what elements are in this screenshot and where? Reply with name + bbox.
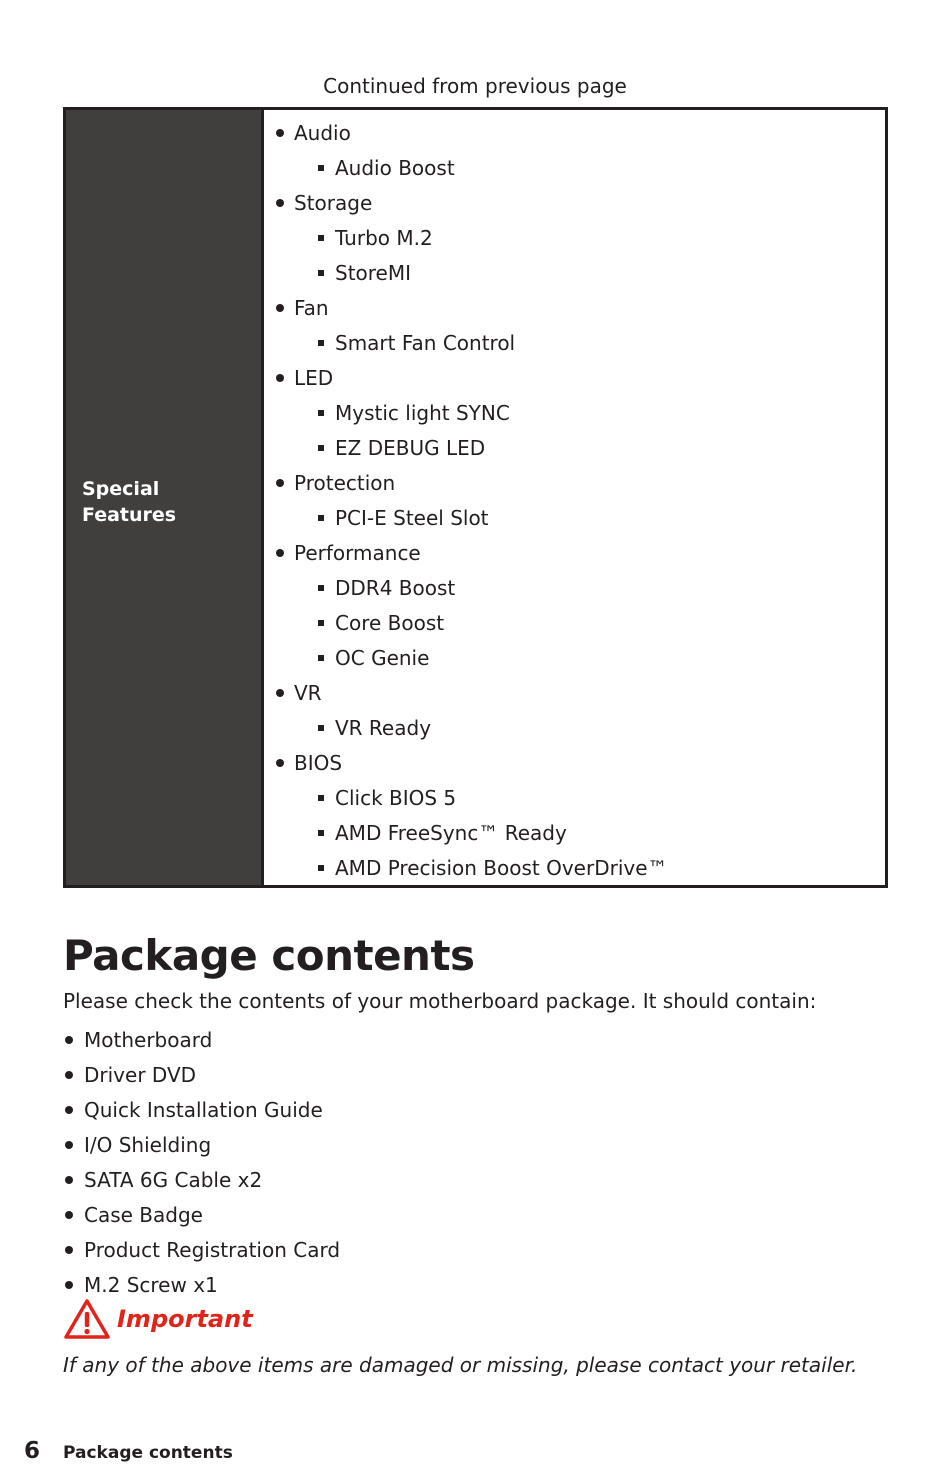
continued-note: Continued from previous page xyxy=(323,74,627,98)
package-item-text: Case Badge xyxy=(84,1203,203,1227)
bullet-square-icon xyxy=(318,165,324,171)
feature-text: Smart Fan Control xyxy=(335,331,516,355)
feature-category xyxy=(264,361,885,396)
page-number: 6 xyxy=(24,1438,41,1464)
feature-item xyxy=(264,221,885,256)
bullet-dot-icon xyxy=(65,1071,73,1079)
warning-triangle-icon xyxy=(63,1298,111,1340)
feature-text: VR xyxy=(294,681,322,705)
bullet-dot-icon xyxy=(276,374,284,382)
bullet-dot-icon xyxy=(276,759,284,767)
bullet-square-icon xyxy=(318,410,324,416)
feature-text: PCI-E Steel Slot xyxy=(335,506,489,530)
important-note: If any of the above items are damaged or missing, please contact your retailer. xyxy=(63,1353,858,1377)
feature-text: StoreMI xyxy=(335,261,412,285)
important-callout xyxy=(63,1298,253,1340)
feature-item xyxy=(264,641,885,676)
bullet-dot-icon xyxy=(276,129,284,137)
special-features-label-line2: Features xyxy=(82,503,177,526)
package-item xyxy=(63,1128,340,1163)
package-item-text: I/O Shielding xyxy=(84,1133,212,1157)
feature-text: Storage xyxy=(294,191,373,215)
feature-category xyxy=(264,536,885,571)
bullet-square-icon xyxy=(318,235,324,241)
feature-item xyxy=(264,711,885,746)
bullet-square-icon xyxy=(318,340,324,346)
feature-item xyxy=(264,606,885,641)
feature-category xyxy=(264,186,885,221)
package-item-text: M.2 Screw x1 xyxy=(84,1273,218,1297)
bullet-square-icon xyxy=(318,620,324,626)
bullet-dot-icon xyxy=(276,689,284,697)
feature-item xyxy=(264,151,885,186)
feature-text: Turbo M.2 xyxy=(335,226,433,250)
bullet-dot-icon xyxy=(65,1036,73,1044)
package-item xyxy=(63,1058,340,1093)
feature-list xyxy=(264,110,885,886)
section-intro: Please check the contents of your motherboard package. It should contain: xyxy=(63,989,817,1013)
bullet-dot-icon xyxy=(276,304,284,312)
package-item-text: Motherboard xyxy=(84,1028,213,1052)
special-features-label-line1: Special xyxy=(82,477,160,500)
feature-item xyxy=(264,816,885,851)
bullet-dot-icon xyxy=(276,479,284,487)
package-item-text: Driver DVD xyxy=(84,1063,197,1087)
feature-text: Protection xyxy=(294,471,396,495)
footer-section-title: Package contents xyxy=(63,1443,233,1463)
package-item xyxy=(63,1023,340,1058)
bullet-dot-icon xyxy=(65,1141,73,1149)
feature-text: AMD FreeSync™ Ready xyxy=(335,821,567,845)
bullet-square-icon xyxy=(318,725,324,731)
feature-text: BIOS xyxy=(294,751,343,775)
feature-item xyxy=(264,501,885,536)
bullet-dot-icon xyxy=(65,1246,73,1254)
bullet-dot-icon xyxy=(276,549,284,557)
package-item xyxy=(63,1233,340,1268)
feature-text: Audio Boost xyxy=(335,156,455,180)
feature-category xyxy=(264,116,885,151)
feature-item xyxy=(264,781,885,816)
feature-text: DDR4 Boost xyxy=(335,576,456,600)
feature-category xyxy=(264,466,885,501)
feature-text: LED xyxy=(294,366,334,390)
package-contents-list xyxy=(63,1023,340,1303)
package-item xyxy=(63,1198,340,1233)
feature-category xyxy=(264,746,885,781)
feature-text: Performance xyxy=(294,541,421,565)
special-features-label-cell xyxy=(66,110,261,885)
bullet-dot-icon xyxy=(65,1106,73,1114)
section-heading: Package contents xyxy=(63,931,475,980)
important-label: Important xyxy=(117,1305,253,1333)
bullet-square-icon xyxy=(318,830,324,836)
feature-text: Core Boost xyxy=(335,611,445,635)
feature-text: Fan xyxy=(294,296,329,320)
bullet-square-icon xyxy=(318,795,324,801)
feature-item xyxy=(264,571,885,606)
bullet-dot-icon xyxy=(65,1281,73,1289)
package-item-text: SATA 6G Cable x2 xyxy=(84,1168,263,1192)
bullet-square-icon xyxy=(318,515,324,521)
bullet-square-icon xyxy=(318,585,324,591)
package-item-text: Product Registration Card xyxy=(84,1238,341,1262)
feature-text: Click BIOS 5 xyxy=(335,786,457,810)
feature-text: Audio xyxy=(294,121,351,145)
feature-item xyxy=(264,326,885,361)
package-item-text: Quick Installation Guide xyxy=(84,1098,323,1122)
bullet-dot-icon xyxy=(65,1211,73,1219)
bullet-square-icon xyxy=(318,445,324,451)
feature-item xyxy=(264,256,885,291)
package-item xyxy=(63,1093,340,1128)
bullet-square-icon xyxy=(318,865,324,871)
feature-category xyxy=(264,291,885,326)
feature-text: VR Ready xyxy=(335,716,432,740)
bullet-square-icon xyxy=(318,270,324,276)
special-features-table xyxy=(63,107,888,888)
bullet-square-icon xyxy=(318,655,324,661)
feature-text: OC Genie xyxy=(335,646,430,670)
feature-category xyxy=(264,676,885,711)
bullet-dot-icon xyxy=(276,199,284,207)
package-item xyxy=(63,1163,340,1198)
page-footer xyxy=(24,1438,233,1464)
feature-item xyxy=(264,851,885,886)
feature-text: AMD Precision Boost OverDrive™ xyxy=(335,856,668,880)
feature-text: EZ DEBUG LED xyxy=(335,436,486,460)
bullet-dot-icon xyxy=(65,1176,73,1184)
feature-text: Mystic light SYNC xyxy=(335,401,510,425)
special-features-content-cell xyxy=(261,110,885,885)
feature-item xyxy=(264,396,885,431)
feature-item xyxy=(264,431,885,466)
